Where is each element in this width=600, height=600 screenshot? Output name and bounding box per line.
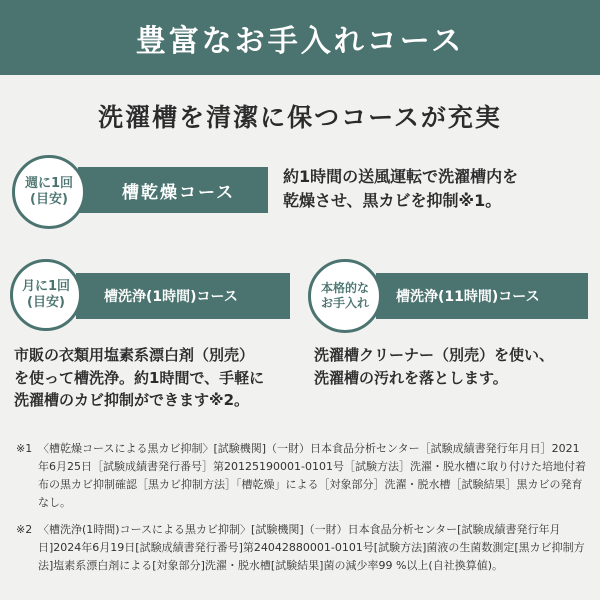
desc-line: 乾燥させ、黒カビを抑制※1。	[283, 191, 502, 210]
section-subtitle: 洗濯槽を清潔に保つコースが充実	[98, 103, 502, 132]
course-label-tank-wash-1h	[76, 273, 290, 319]
frequency-badge-weekly	[12, 155, 86, 229]
footnotes	[16, 440, 588, 583]
frequency-badge-deep-clean	[308, 259, 382, 333]
footnote-mark: ※1	[16, 442, 33, 455]
course-description-tank-wash-1h	[14, 344, 304, 412]
footnote-1	[16, 440, 588, 513]
header-banner	[0, 0, 600, 75]
page-title: 豊富なお手入れコース	[135, 23, 465, 59]
footnote-mark: ※2	[16, 522, 33, 536]
footnote-text: 〈槽洗浄(1時間)コースによる黒カビ抑制〉[試験機関]（一財）日本食品分析センター[試験成績書発行年月日]2024年6月19日[試験成績書発行番号]第24042880001-0101号[試験方法]菌液の生菌数測定[黒カビ抑制方法]塩素系漂白剤による[対象部分]洗濯・脱水槽[試験結果]菌の減少率99 %以上(自社換算値)。	[38, 522, 585, 572]
course-description-tank-dry	[283, 165, 593, 213]
course-name: 槽洗浄(1時間)コース	[104, 289, 238, 305]
course-label-tank-dry	[78, 167, 268, 213]
badge-line2: お手入れ	[320, 296, 369, 310]
desc-line: 洗濯槽の汚れを落とします。	[314, 368, 508, 387]
desc-line: 市販の衣類用塩素系漂白剤（別売）	[14, 346, 255, 364]
desc-line: 約1時間の送風運転で洗濯槽内を	[283, 167, 519, 186]
badge-line1: 本格的な	[320, 281, 369, 295]
badge-line1: 月に1回	[21, 278, 71, 294]
desc-line: 洗濯槽のカビ抑制ができます※2。	[14, 391, 250, 409]
desc-line: を使って槽洗浄。約1時間で、手軽に	[14, 368, 265, 387]
course-name: 槽乾燥コース	[122, 182, 236, 203]
footnote-2	[16, 521, 588, 575]
course-label-tank-wash-11h	[376, 273, 588, 319]
badge-line2: (目安)	[30, 192, 68, 207]
course-description-tank-wash-11h	[314, 344, 594, 389]
footnote-text: 〈槽乾燥コースによる黒カビ抑制〉[試験機関]（一財）日本食品分析センター［試験成績書発行年月日］2021年6月25日［試験成績書発行番号］第20125190001-0101号［試験方法］洗濯・脱水槽に取り付けた培地付着布の黒カビ抑制確認［黒カビ抑制方法］「槽乾燥」による［対象部分］洗濯・脱水槽［試験結果］黒カビの発育なし。	[38, 442, 586, 510]
badge-line1: 週に1回	[24, 175, 74, 191]
frequency-badge-monthly	[10, 259, 82, 331]
course-name: 槽洗浄(11時間)コース	[396, 289, 540, 305]
desc-line: 洗濯槽クリーナー（別売）を使い、	[314, 346, 555, 364]
badge-line2: (目安)	[27, 295, 65, 310]
